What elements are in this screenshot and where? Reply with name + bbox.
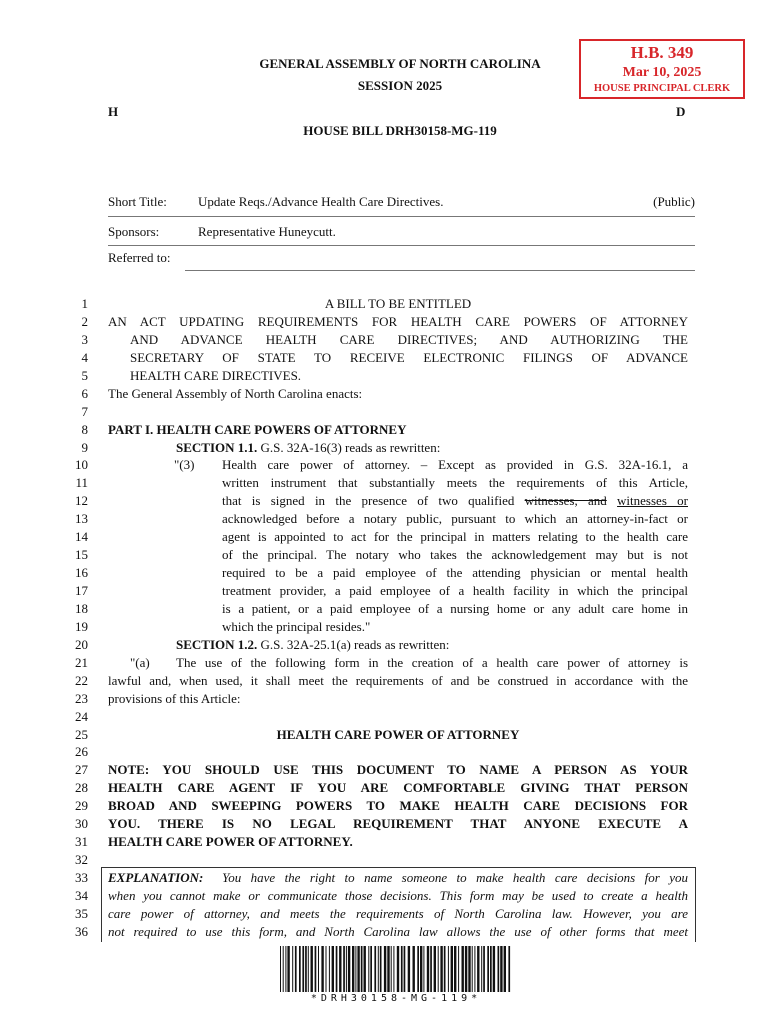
- barcode-bar: [438, 946, 439, 992]
- line-number: 23: [75, 690, 88, 706]
- line-number: 12: [75, 493, 88, 509]
- line-number: 3: [81, 331, 88, 347]
- line-number: 31: [75, 834, 88, 850]
- barcode-bar: [332, 946, 334, 992]
- subsection-number: "(3): [174, 457, 195, 473]
- explanation-text: You have the right to name someone to make health care decisions for you: [222, 870, 688, 885]
- note-line: HEALTH CARE POWER OF ATTORNEY.: [108, 834, 353, 850]
- line-number: 19: [75, 618, 88, 634]
- session-heading: SESSION 2025: [357, 78, 443, 93]
- barcode-bar: [374, 946, 376, 992]
- line-number: 33: [75, 870, 88, 885]
- line-number: 13: [75, 511, 88, 527]
- explanation-line: [108, 869, 688, 887]
- barcode-bar: [423, 946, 424, 992]
- barcode-bar: [500, 946, 502, 992]
- barcode-bar: [504, 946, 506, 992]
- barcode-bar: [490, 946, 492, 992]
- note-line: BROAD AND SWEEPING POWERS TO MAKE HEALTH CARE DECISIONS FOR: [108, 798, 688, 814]
- line-number: 25: [75, 726, 88, 742]
- barcode-bar: [343, 946, 345, 992]
- statute-text: The use of the following form in the creation of a health care power of attorney is: [176, 654, 688, 670]
- statute-text: lawful and, when used, it shall meet the requirements of and be construed in accordance with the: [108, 672, 688, 688]
- divider: [108, 216, 695, 217]
- barcode-bar: [348, 946, 350, 992]
- bill-body: [108, 295, 688, 941]
- chamber-mark: H: [108, 104, 119, 119]
- section-line: [108, 439, 688, 457]
- sponsors-label: Sponsors:: [108, 224, 160, 239]
- barcode-bar: [458, 946, 459, 992]
- barcode-bar: [427, 946, 429, 992]
- subsection-number: "(a): [130, 654, 150, 670]
- statute-text-part: that is signed in the presence of two qualified: [222, 493, 515, 509]
- line-number: 14: [75, 529, 88, 545]
- barcode-bar: [329, 946, 330, 992]
- barcode-bar: [493, 946, 495, 992]
- barcode-bar: [468, 946, 470, 992]
- line-number: 27: [75, 762, 88, 778]
- divider: [108, 245, 695, 246]
- explanation-line: not required to use this form, and North Carolina law allows the use of other forms that meet: [108, 923, 688, 939]
- barcode-bar: [339, 946, 341, 992]
- barcode-bar: [299, 946, 301, 992]
- barcode-bar: [378, 946, 379, 992]
- statute-text: agent is appointed to act for the principal in matters relating to the health care: [222, 529, 688, 545]
- barcode-bar: [355, 946, 356, 992]
- barcode-bar: [292, 946, 293, 992]
- barcode-bar: [311, 946, 313, 992]
- statute-text: which the principal resides.": [222, 618, 371, 634]
- assembly-heading: GENERAL ASSEMBLY OF NORTH CAROLINA: [259, 56, 541, 71]
- bill-heading: A BILL TO BE ENTITLED: [324, 296, 472, 311]
- section-number: SECTION 1.2.: [176, 636, 258, 652]
- short-title-value: Update Reqs./Advance Health Care Directives.: [198, 194, 444, 209]
- barcode-bar: [287, 946, 289, 992]
- barcode-bar: [380, 946, 382, 992]
- barcode-bar: [448, 946, 449, 992]
- deleted-text: witnesses, and: [524, 493, 607, 509]
- barcode-bar: [370, 946, 372, 992]
- statute-text: treatment provider, a paid employee of a health facility in which the principal: [222, 583, 688, 598]
- statute-line: [108, 654, 688, 672]
- section-text: G.S. 32A-16(3) reads as rewritten:: [260, 439, 441, 455]
- sponsors-value: Representative Huneycutt.: [198, 224, 336, 239]
- barcode-bar: [401, 946, 403, 992]
- line-number: 10: [75, 457, 88, 473]
- draft-mark: D: [676, 104, 686, 119]
- barcode-bar: [465, 946, 467, 992]
- barcode-bar: [397, 946, 399, 992]
- section-line: [108, 636, 688, 654]
- statute-text: is a patient, or a paid employee of a nursing home or any adult care home in: [222, 600, 688, 616]
- line-number: 17: [75, 583, 88, 598]
- line-number: 16: [75, 565, 88, 581]
- barcode-bar: [280, 946, 281, 992]
- act-title-line: HEALTH CARE DIRECTIVES.: [130, 367, 302, 383]
- barcode-bar: [434, 946, 436, 992]
- line-number: 36: [75, 923, 88, 939]
- barcode-bar: [352, 946, 354, 992]
- statute-text: provisions of this Article:: [108, 690, 241, 706]
- act-title-line: AN ACT UPDATING REQUIREMENTS FOR HEALTH CARE POWERS OF ATTORNEY: [108, 313, 688, 329]
- note-line: YOU. THERE IS NO LEGAL REQUIREMENT THAT ANYONE EXECUTE A: [108, 816, 688, 832]
- line-number: 34: [75, 887, 88, 903]
- blank-line: [108, 708, 688, 726]
- barcode-bar: [413, 946, 415, 992]
- barcode-bar: [483, 946, 485, 992]
- barcode-bar: [364, 946, 366, 992]
- barcode-bar: [481, 946, 482, 992]
- barcode-bar: [430, 946, 432, 992]
- form-title: HEALTH CARE POWER OF ATTORNEY: [276, 726, 520, 742]
- note-line: NOTE: YOU SHOULD USE THIS DOCUMENT TO NAME A PERSON AS YOUR: [108, 762, 688, 778]
- line-number: 21: [75, 654, 88, 670]
- statute-text: acknowledged before a notary public, pursuant to which an attorney-in-fact or: [222, 511, 688, 527]
- barcode-bar: [444, 946, 446, 992]
- barcode-bar: [283, 946, 284, 992]
- public-label: (Public): [653, 194, 695, 209]
- divider: [185, 270, 695, 271]
- stamp-bill-number: H.B. 349: [630, 43, 694, 62]
- statute-text: required to be a paid employee of the attending physician or mental health: [222, 565, 688, 581]
- line-number: 29: [75, 798, 88, 814]
- stamp-clerk: HOUSE PRINCIPAL CLERK: [593, 83, 731, 94]
- barcode-bar: [326, 946, 327, 992]
- document-barcode: [280, 946, 512, 992]
- line-number: 18: [75, 600, 88, 616]
- act-title-line: SECRETARY OF STATE TO RECEIVE ELECTRONIC FILINGS OF ADVANCE: [130, 349, 688, 365]
- barcode-bar: [336, 946, 338, 992]
- note-line: HEALTH CARE AGENT IF YOU ARE COMFORTABLE GIVING THAT PERSON: [108, 780, 688, 796]
- short-title-label: Short Title:: [108, 194, 167, 209]
- line-number: 6: [81, 385, 88, 401]
- barcode-bar: [318, 946, 319, 992]
- line-number: 7: [81, 403, 88, 419]
- barcode-bar: [487, 946, 489, 992]
- stamp-date: Mar 10, 2025: [622, 65, 702, 80]
- line-numbers: [60, 295, 88, 941]
- inserted-text: witnesses or: [617, 493, 688, 509]
- barcode-bar: [420, 946, 422, 992]
- barcode-bar: [462, 946, 464, 992]
- barcode-bar: [472, 946, 473, 992]
- line-number: 32: [75, 852, 88, 868]
- line-number: 20: [75, 636, 88, 652]
- barcode-bar: [440, 946, 442, 992]
- blank-line: [108, 743, 688, 761]
- barcode-bar: [346, 946, 347, 992]
- barcode-bar: [308, 946, 309, 992]
- line-number: 8: [81, 421, 88, 437]
- barcode-bar: [295, 946, 297, 992]
- explanation-line: care power of attorney, and meets the requirements of North Carolina law. However, you are: [108, 905, 688, 921]
- act-title-line: AND ADVANCE HEALTH CARE DIRECTIVES; AND AUTHORIZING THE: [130, 331, 688, 347]
- explanation-line: when you cannot make or communicate those decisions. This form may be used to create a health: [108, 887, 688, 903]
- line-number: 30: [75, 816, 88, 832]
- line-number: 35: [75, 905, 88, 921]
- barcode-bar: [508, 946, 510, 992]
- statute-text: [108, 492, 688, 510]
- barcode-bar: [498, 946, 500, 992]
- explanation-label: EXPLANATION:: [108, 870, 204, 885]
- barcode-bar: [302, 946, 304, 992]
- barcode-bar: [408, 946, 410, 992]
- line-number: 11: [75, 475, 88, 491]
- barcode-bar: [477, 946, 479, 992]
- line-number: 9: [81, 439, 88, 455]
- barcode-bar: [315, 946, 317, 992]
- barcode-bar: [368, 946, 369, 992]
- barcode-bar: [474, 946, 475, 992]
- barcode-bar: [417, 946, 419, 992]
- referred-label: Referred to:: [108, 250, 171, 265]
- statute-line: [108, 456, 688, 474]
- barcode-bar: [357, 946, 359, 992]
- line-number: 4: [81, 349, 88, 365]
- line-number: 26: [75, 744, 88, 760]
- barcode-bar: [361, 946, 363, 992]
- section-text: G.S. 32A-25.1(a) reads as rewritten:: [260, 636, 450, 652]
- line-number: 22: [75, 672, 88, 688]
- barcode-bar: [404, 946, 406, 992]
- barcode-bar: [285, 946, 286, 992]
- barcode-bar: [454, 946, 456, 992]
- barcode-caption: *DRH30158-MG-119*: [310, 993, 482, 1004]
- barcode-bar: [393, 946, 394, 992]
- statute-text: written instrument that substantially meets the requirements of this Article,: [222, 475, 688, 491]
- part-heading: PART I. HEALTH CARE POWERS OF ATTORNEY: [108, 421, 407, 437]
- line-number: 2: [81, 313, 88, 329]
- line-number: 24: [75, 708, 88, 724]
- barcode-bar: [451, 946, 453, 992]
- blank-line: [108, 851, 688, 869]
- barcode-bar: [387, 946, 389, 992]
- blank-line: [108, 403, 688, 421]
- barcode-bar: [305, 946, 307, 992]
- statute-text: of the principal. The notary who takes the acknowledgement may but is not: [222, 547, 688, 563]
- line-number: 15: [75, 547, 88, 563]
- line-number: 1: [81, 296, 88, 311]
- barcode-bar: [384, 946, 386, 992]
- line-number: 5: [81, 367, 88, 383]
- barcode-bar: [321, 946, 323, 992]
- statute-text: Health care power of attorney. – Except as provided in G.S. 32A-16.1, a: [222, 457, 688, 473]
- enacting-clause: The General Assembly of North Carolina enacts:: [108, 385, 363, 401]
- bill-title: HOUSE BILL DRH30158-MG-119: [303, 123, 497, 138]
- line-number: 28: [75, 780, 88, 796]
- section-number: SECTION 1.1.: [176, 439, 258, 455]
- barcode-bar: [391, 946, 392, 992]
